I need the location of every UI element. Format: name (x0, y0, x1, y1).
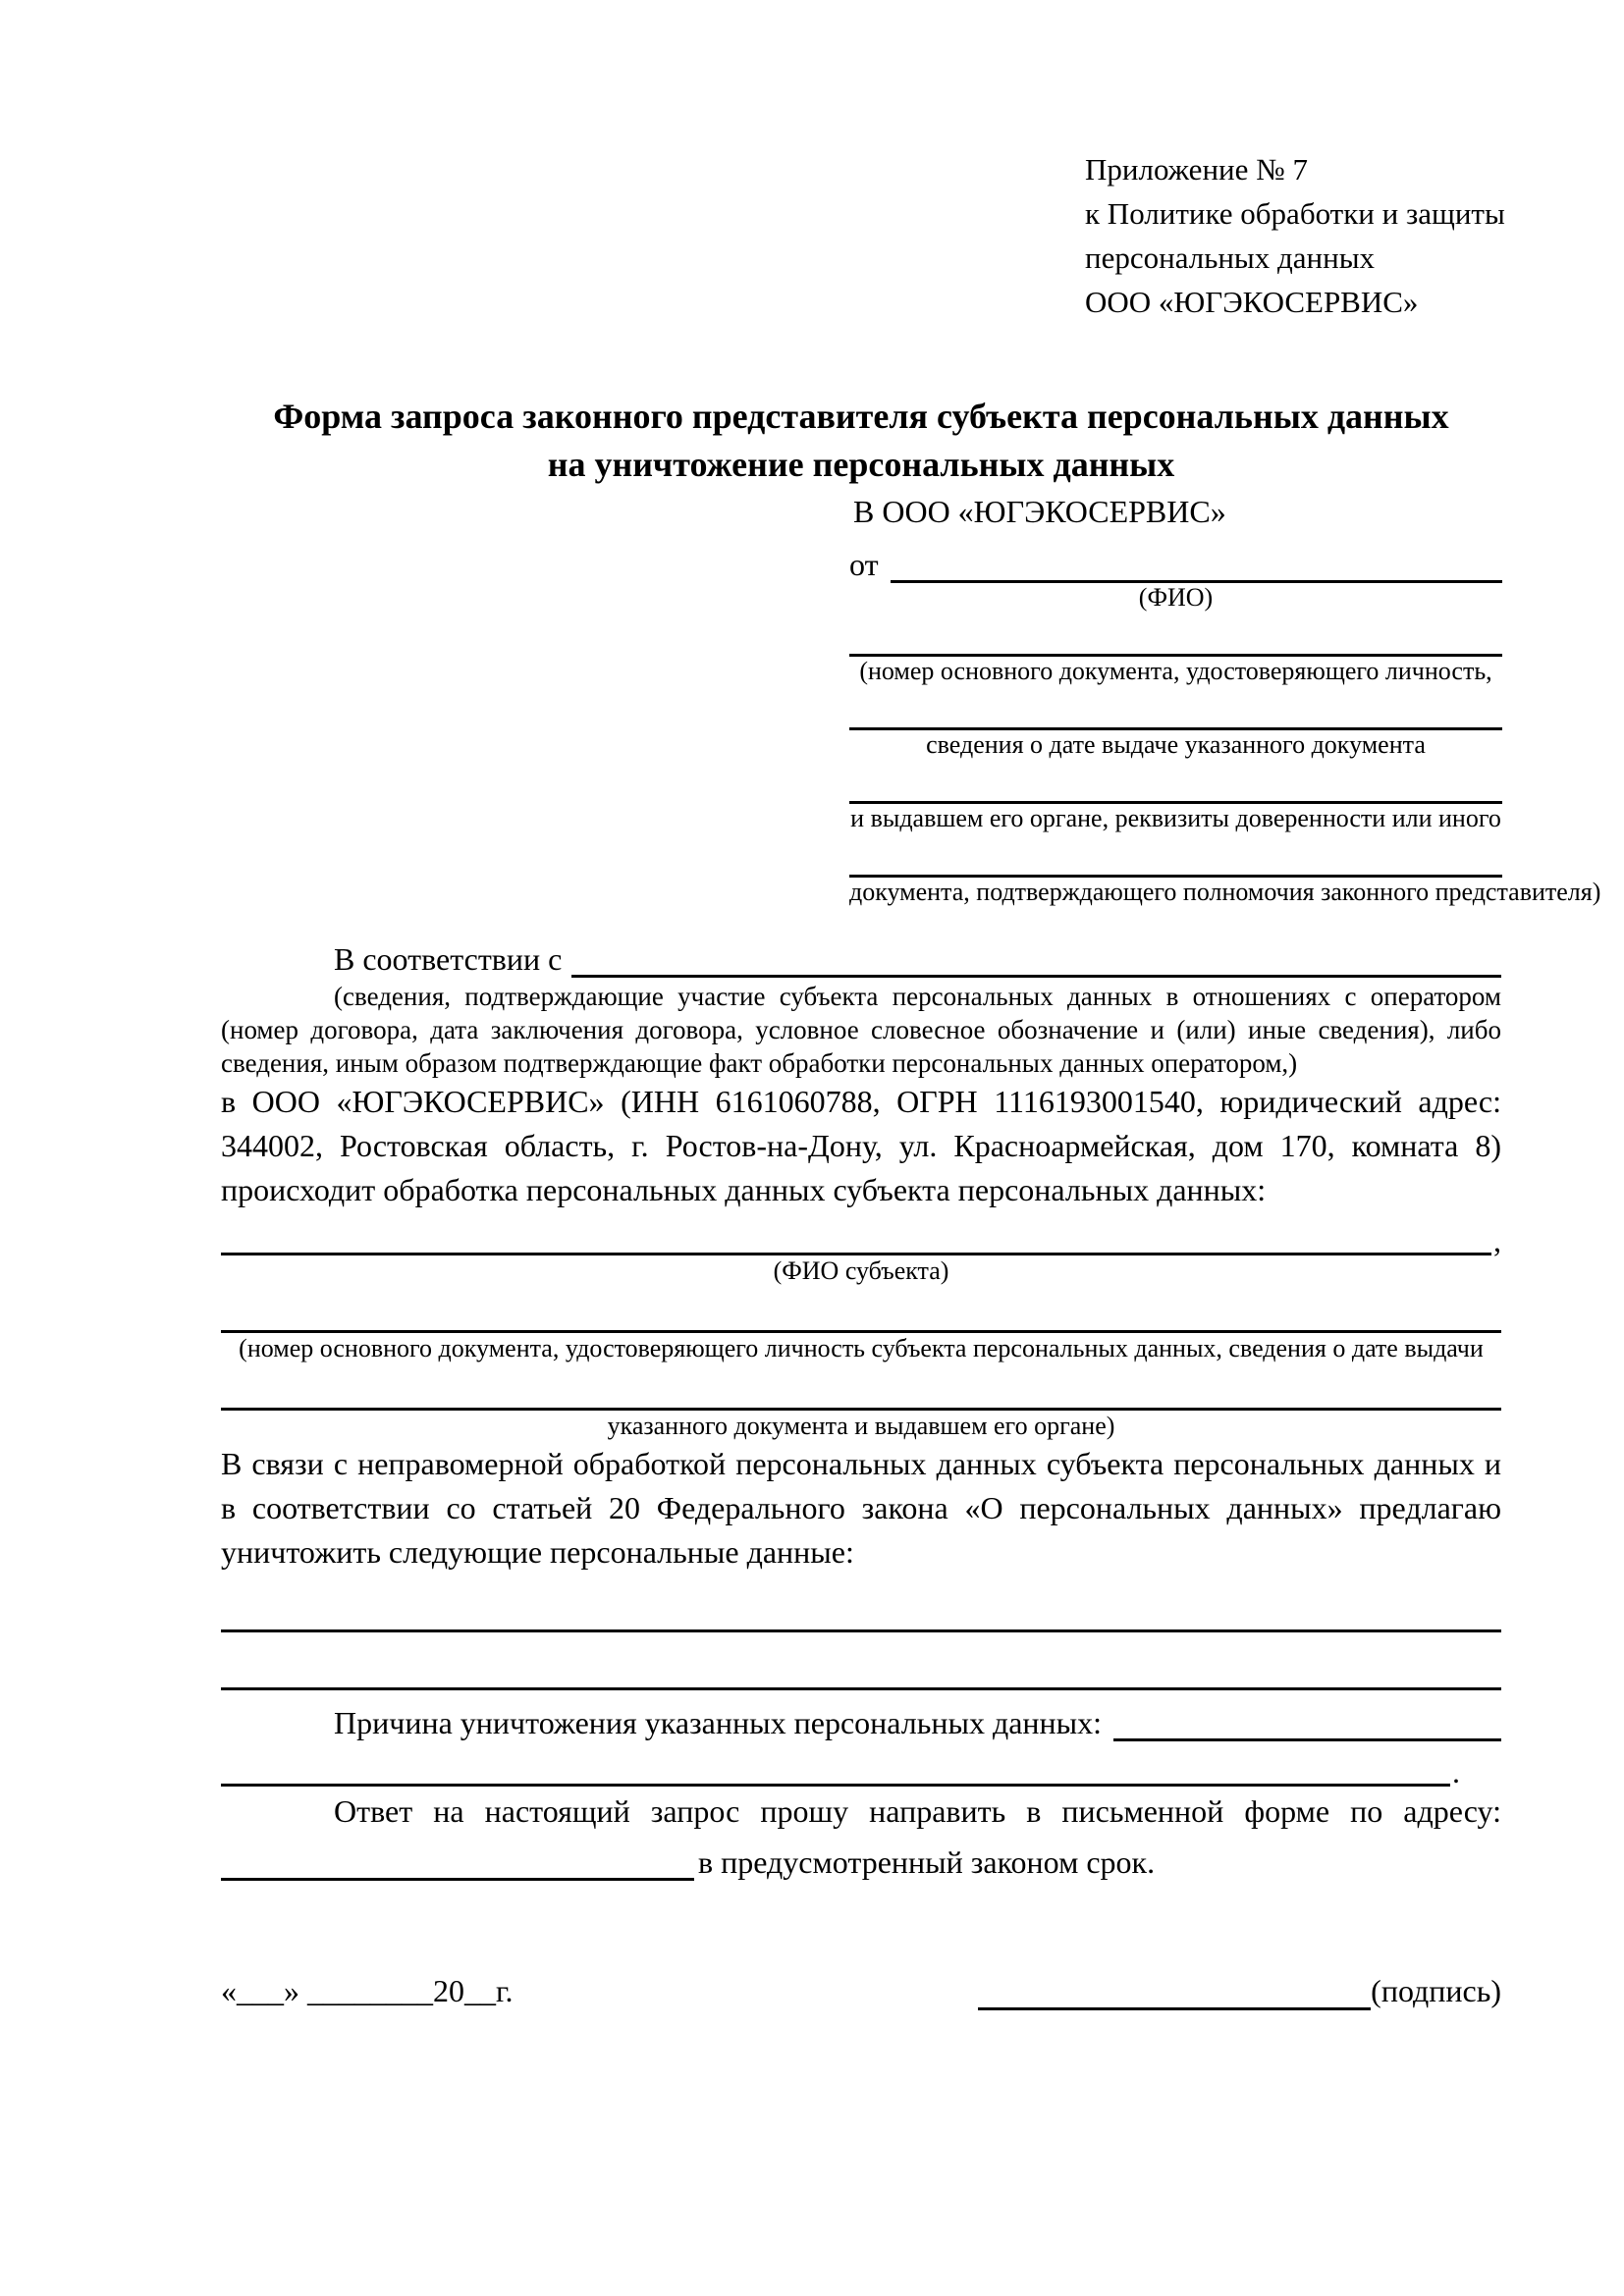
reason-continuation-blank-line (221, 1741, 1450, 1787)
appendix-header (1085, 147, 1505, 324)
from-label: от (849, 547, 879, 582)
addressee-block (849, 489, 1601, 907)
subject-fio-row (221, 1212, 1501, 1258)
document-title (221, 393, 1501, 489)
subject-fio-blank-line (221, 1212, 1491, 1255)
caption-issuing-authority: и выдавшем его органе, реквизиты доверенности или иного (850, 804, 1501, 832)
footer-row (221, 1957, 1501, 2010)
answer-address-row (221, 1834, 1501, 1881)
subject-fio-comma: , (1493, 1223, 1501, 1258)
reason-lead: Причина уничтожения указанных персональных данных: (334, 1705, 1103, 1740)
blank-line-document-number (849, 613, 1502, 657)
accordance-lead: В соответствии с (334, 941, 563, 977)
blank-line-subject-authority (221, 1364, 1501, 1411)
date-line: «___» ________20__г. (221, 1973, 514, 2008)
caption-document-number: (номер основного документа, удостоверяющего личность, (859, 657, 1492, 685)
document-title-line2: на уничтожение персональных данных (547, 445, 1175, 484)
blank-line-subject-document (221, 1287, 1501, 1333)
accordance-note: (сведения, подтверждающие участие субъекта персональных данных в отношениях с оператором (номер договора, дата заключения договора, условное словесное обозначение и (или) иные сведения), либо сведения, иным образом подтверждающие факт обработки персональных данных оператором,) (221, 982, 1501, 1078)
addressee-to: В ООО «ЮГЭКОСЕРВИС» (853, 494, 1226, 529)
appendix-company: ООО «ЮГЭКОСЕРВИС» (1085, 285, 1419, 319)
caption-issue-date: сведения о дате выдаче указанного документа (926, 730, 1426, 759)
blank-line-power-of-attorney (849, 833, 1502, 878)
reason-continuation-row (221, 1741, 1460, 1787)
reason-period: . (1452, 1754, 1460, 1789)
caption-fio: (ФИО) (1138, 583, 1214, 612)
answer-tail: в предусмотренный законом срок. (698, 1844, 1156, 1880)
blank-line-data-1 (221, 1575, 1501, 1632)
signature-caption: (подпись) (1371, 1973, 1501, 2008)
blank-line-data-2 (221, 1632, 1501, 1690)
appendix-policy-line2: персональных данных (1085, 240, 1376, 275)
blank-line-issuing-authority (849, 760, 1502, 804)
from-row (849, 534, 1502, 583)
operator-paragraph: в ООО «ЮГЭКОСЕРВИС» (ИНН 6161060788, ОГРН 1116193001540, юридический адрес: 344002, Ростовская область, г. Ростов-на-Дону, ул. Красноармейская, дом 170, комната 8) происходит обработка персональных данных субъекта персональных данных: (221, 1084, 1501, 1207)
signature-blank-line (978, 1964, 1371, 2010)
reason-row (221, 1690, 1501, 1741)
appendix-number: Приложение № 7 (1085, 152, 1308, 187)
signature-group (978, 1964, 1501, 2010)
caption-subject-fio: (ФИО субъекта) (773, 1256, 949, 1285)
reason-blank-line (1113, 1690, 1501, 1741)
blank-line-issue-date (849, 686, 1502, 730)
answer-address-blank-line (221, 1834, 694, 1881)
from-blank-line (891, 534, 1502, 583)
caption-power-of-attorney: документа, подтверждающего полномочия законного представителя) (849, 878, 1601, 906)
unlawful-paragraph: В связи с неправомерной обработкой персональных данных субъекта персональных данных и в соответствии со статьей 20 Федерального закона «О персональных данных» предлагаю уничтожить следующие персональные данные: (221, 1446, 1501, 1570)
accordance-blank-line (571, 929, 1501, 978)
answer-lead: Ответ на настоящий запрос прошу направить в письменной форме по адресу: (334, 1793, 1501, 1829)
caption-subject-authority: указанного документа и выдавшем его органе) (607, 1412, 1115, 1440)
appendix-policy-line1: к Политике обработки и защиты (1085, 196, 1505, 231)
accordance-row (221, 929, 1501, 978)
document-title-line1: Форма запроса законного представителя субъекта персональных данных (273, 397, 1449, 436)
caption-subject-document: (номер основного документа, удостоверяющего личность субъекта персональных данных, сведения о дате выдачи (239, 1334, 1484, 1362)
